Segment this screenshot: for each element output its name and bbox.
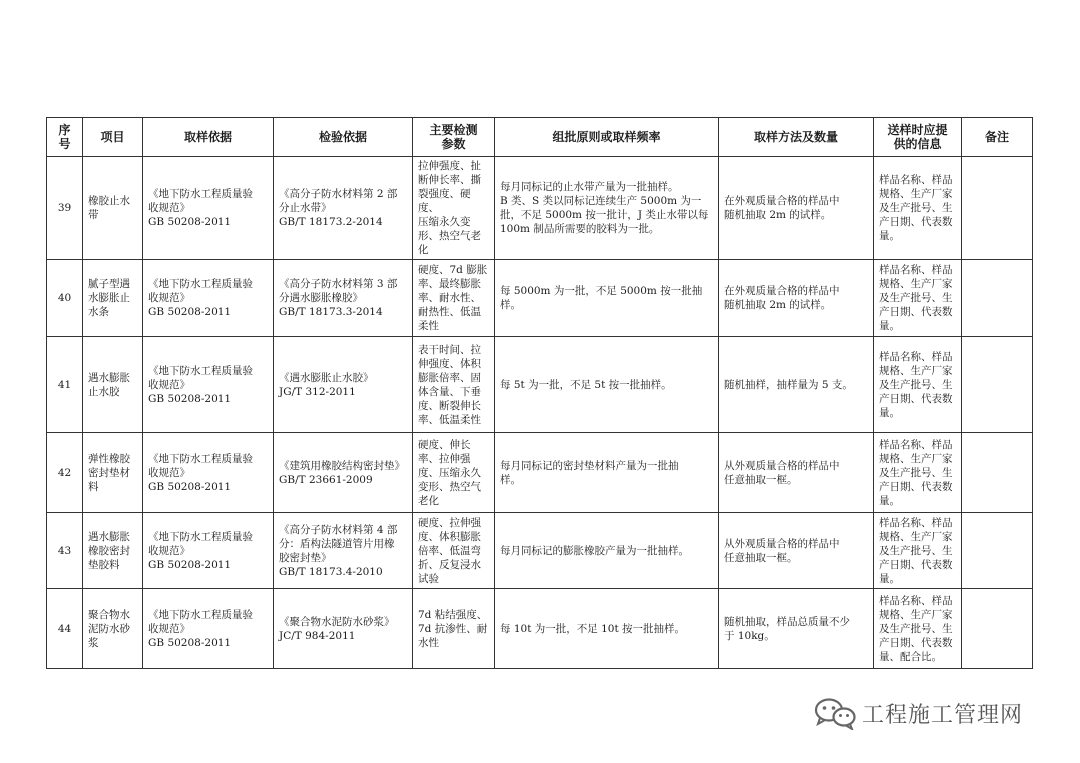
row-batch-rule: 每 5t 为一批，不足 5t 按一批抽样。 (495, 337, 719, 433)
row-no: 39 (47, 157, 83, 260)
watermark-text: 工程施工管理网 (862, 702, 1024, 728)
header-sampling-basis: 取样依据 (143, 118, 274, 157)
table-row (47, 589, 1033, 669)
row-batch-rule: 每月同标记的止水带产量为一批抽样。 B 类、S 类以同标记连续生产 5000m 为一 批，不足 5000m 按一批计，J 类止水带以每 100m 制品所需要的胶料为一批。 (495, 157, 719, 260)
row-test-basis: 《聚合物水泥防水砂浆》 JC/T 984-2011 (274, 589, 413, 669)
row-note (962, 589, 1033, 669)
row-test-basis: 《高分子防水材料第 2 部 分止水带》 GB/T 18173.2-2014 (274, 157, 413, 260)
row-info: 样品名称、样品 规格、生产厂家 及生产批号、生 产日期、代表数 量、配合比。 (874, 589, 962, 669)
row-sampling-basis: 《地下防水工程质量验 收规范》 GB 50208-2011 (143, 513, 274, 589)
row-note (962, 260, 1033, 337)
row-sampling-method: 随机抽样，抽样量为 5 支。 (719, 337, 874, 433)
table-row (47, 260, 1033, 337)
table-row (47, 513, 1033, 589)
watermark (812, 696, 1023, 730)
row-note (962, 337, 1033, 433)
table-row (47, 433, 1033, 513)
header-item: 项目 (83, 118, 143, 157)
row-no: 40 (47, 260, 83, 337)
row-no: 41 (47, 337, 83, 433)
row-no: 42 (47, 433, 83, 513)
row-test-basis: 《高分子防水材料第 4 部 分：盾构法隧道管片用橡 胶密封垫》 GB/T 18173.4-2010 (274, 513, 413, 589)
row-info: 样品名称、样品 规格、生产厂家 及生产批号、生 产日期、代表数 量。 (874, 260, 962, 337)
header-batch-rule: 组批原则或取样频率 (495, 118, 719, 157)
row-item: 腻子型遇 水膨胀止 水条 (83, 260, 143, 337)
header-sampling-method: 取样方法及数量 (719, 118, 874, 157)
row-sampling-method: 从外观质量合格的样品中 任意抽取一框。 (719, 513, 874, 589)
wechat-icon (812, 696, 858, 730)
row-params: 7d 粘结强度、 7d 抗渗性、耐 水性 (413, 589, 495, 669)
header-no: 序 号 (47, 118, 83, 157)
row-sampling-method: 随机抽取，样品总质量不少 于 10kg。 (719, 589, 874, 669)
header-params: 主要检测 参数 (413, 118, 495, 157)
row-batch-rule: 每 5000m 为一批，不足 5000m 按一批抽 样。 (495, 260, 719, 337)
table-row (47, 157, 1033, 260)
row-params: 硬度、拉伸强 度、体积膨胀 倍率、低温弯 折、反复浸水 试验 (413, 513, 495, 589)
row-test-basis: 《建筑用橡胶结构密封垫》 GB/T 23661-2009 (274, 433, 413, 513)
row-item: 弹性橡胶 密封垫材 料 (83, 433, 143, 513)
row-no: 43 (47, 513, 83, 589)
row-sampling-basis: 《地下防水工程质量验 收规范》 GB 50208-2011 (143, 260, 274, 337)
table-header-row (47, 118, 1033, 157)
header-info: 送样时应提 供的信息 (874, 118, 962, 157)
row-info: 样品名称、样品 规格、生产厂家 及生产批号、生 产日期、代表数 量。 (874, 337, 962, 433)
row-batch-rule: 每 10t 为一批，不足 10t 按一批抽样。 (495, 589, 719, 669)
row-info: 样品名称、样品 规格、生产厂家 及生产批号、生 产日期、代表数 量。 (874, 157, 962, 260)
row-item: 橡胶止水 带 (83, 157, 143, 260)
row-info: 样品名称、样品 规格、生产厂家 及生产批号、生 产日期、代表数 量。 (874, 513, 962, 589)
row-sampling-basis: 《地下防水工程质量验 收规范》 GB 50208-2011 (143, 433, 274, 513)
header-test-basis: 检验依据 (274, 118, 413, 157)
table-row (47, 337, 1033, 433)
row-params: 硬度、伸长 率、拉伸强 度、压缩永久 变形、热空气 老化 (413, 433, 495, 513)
sampling-table (46, 117, 1033, 669)
row-note (962, 513, 1033, 589)
row-sampling-method: 从外观质量合格的样品中 任意抽取一框。 (719, 433, 874, 513)
row-sampling-basis: 《地下防水工程质量验 收规范》 GB 50208-2011 (143, 337, 274, 433)
row-batch-rule: 每月同标记的膨胀橡胶产量为一批抽样。 (495, 513, 719, 589)
row-item: 遇水膨胀 橡胶密封 垫胶料 (83, 513, 143, 589)
row-note (962, 433, 1033, 513)
row-sampling-basis: 《地下防水工程质量验 收规范》 GB 50208-2011 (143, 157, 274, 260)
row-note (962, 157, 1033, 260)
row-params: 表干时间、拉 伸强度、体积 膨胀倍率、固 体含量、下垂 度、断裂伸长 率、低温柔性 (413, 337, 495, 433)
row-sampling-method: 在外观质量合格的样品中 随机抽取 2m 的试样。 (719, 157, 874, 260)
row-test-basis: 《遇水膨胀止水胶》 JG/T 312-2011 (274, 337, 413, 433)
row-batch-rule: 每月同标记的密封垫材料产量为一批抽 样。 (495, 433, 719, 513)
row-sampling-method: 在外观质量合格的样品中 随机抽取 2m 的试样。 (719, 260, 874, 337)
row-info: 样品名称、样品 规格、生产厂家 及生产批号、生 产日期、代表数 量。 (874, 433, 962, 513)
row-params: 硬度、7d 膨胀 率、最终膨胀 率、耐水性、 耐热性、低温 柔性 (413, 260, 495, 337)
row-params: 拉伸强度、扯 断伸长率、撕 裂强度、硬度、 压缩永久变 形、热空气老 化 (413, 157, 495, 260)
row-test-basis: 《高分子防水材料第 3 部 分遇水膨胀橡胶》 GB/T 18173.3-2014 (274, 260, 413, 337)
row-no: 44 (47, 589, 83, 669)
row-sampling-basis: 《地下防水工程质量验 收规范》 GB 50208-2011 (143, 589, 274, 669)
row-item: 聚合物水 泥防水砂 浆 (83, 589, 143, 669)
row-item: 遇水膨胀 止水胶 (83, 337, 143, 433)
header-note: 备注 (962, 118, 1033, 157)
